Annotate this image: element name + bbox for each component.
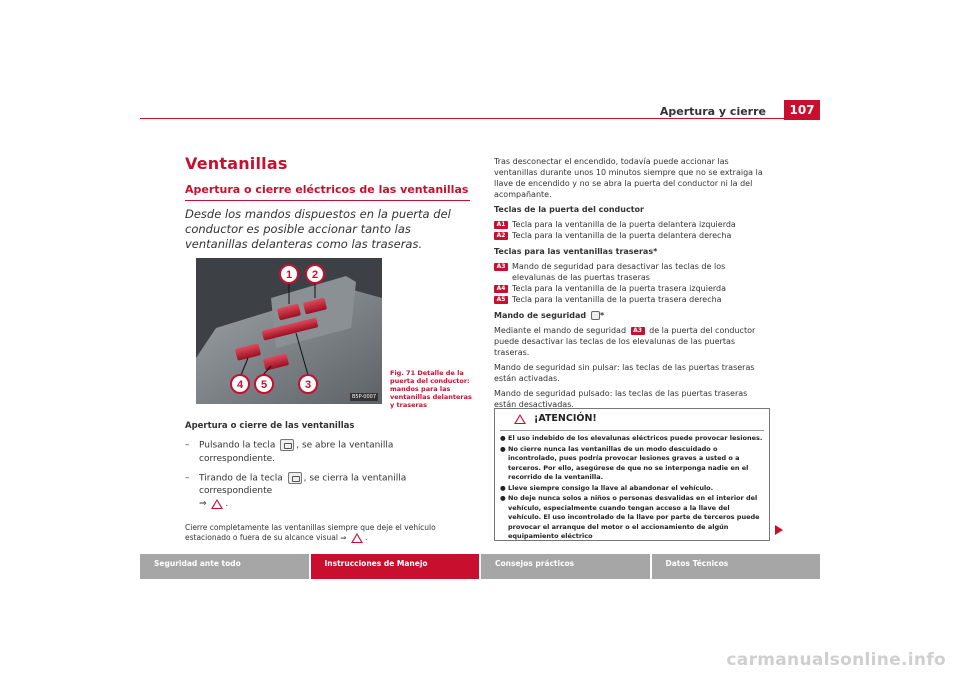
badge-a3: A3 [494,263,508,271]
list-item: A2 Tecla para la ventanilla de la puerta delantera derecha [494,230,770,241]
arrow-ref: ⇒ [199,499,207,509]
left-column [185,420,470,543]
door-controls-figure [196,258,382,404]
item1-text-b: , se abre la ventanilla correspondiente. [199,440,394,464]
header-rule [140,118,820,119]
warning-box [494,408,770,541]
warning-header [512,413,764,424]
list-item: – Tirando de la tecla , se cierra la ventanilla correspondiente ⇒ . [185,472,407,509]
svg-text:2: 2 [311,269,319,281]
tab-seguridad[interactable]: Seguridad ante todo [140,554,309,579]
item2-text-b: , se cierra la ventanilla correspondiente [199,473,407,496]
callout-1 [280,265,298,283]
svg-text:3: 3 [304,379,312,391]
svg-text:5: 5 [260,379,268,391]
safety-paragraph-3: Mando de seguridad pulsado: las teclas de las puertas traseras están desactivadas. [494,389,748,409]
figure-caption: Fig. 71 Detalle de la puerta del conductor: mandos para las ventanillas delanteras y traseras [390,369,472,409]
safety-switch-icon [591,311,600,320]
running-header: Apertura y cierre [659,105,766,118]
subsection-title: Apertura o cierre eléctricos de las ventanillas [185,183,469,196]
driver-keys-heading: Teclas de la puerta del conductor [494,205,644,214]
tab-datos[interactable]: Datos Técnicos [652,554,821,579]
warning-item: ● No deje nunca solos a niños o personas desvalidas en el interior del vehículo, especialmente cuando tengan acceso a la llave del vehículo. El uso incontrolado de la llave por parte de terceros puede provocar el arranque del motor o el accionamiento de algún equipamiento eléctrico [500,494,760,540]
intro-text: Desde los mandos dispuestos en la puerta del conductor es posible accionar tanto las ventanillas delanteras como las traseras. [185,207,451,251]
warning-triangle-icon [211,499,223,509]
callout-5 [255,375,273,393]
list-item: A5 Tecla para la ventanilla de la puerta trasera derecha [494,294,770,305]
item2-text-a: Tirando de la tecla [199,473,283,483]
list-item: – Pulsando la tecla , se abre la ventanilla correspondiente. [185,440,394,464]
warning-item: ● Lleve siempre consigo la llave al abandonar el vehículo. [500,483,714,492]
list-item: A1 Tecla para la ventanilla de la puerta delantera izquierda [494,219,770,230]
list-item: A3 Mando de seguridad para desactivar las teclas de los elevalunas de las puertas traseras [494,261,770,283]
svg-text:1: 1 [285,269,293,281]
item1-text-a: Pulsando la tecla [199,440,276,451]
badge-a3-inline: A3 [631,327,645,335]
safety-heading: Mando de seguridad * [494,311,605,320]
list-item: A4 Tecla para la ventanilla de la puerta trasera izquierda [494,283,770,294]
subsection-rule [185,200,470,201]
watermark: carmanualsonline.info [726,650,946,670]
tab-instrucciones[interactable]: Instrucciones de Manejo [311,554,480,579]
window-key-icon [288,472,302,484]
left-note: Cierre completamente las ventanillas siempre que deje el vehículo estacionado o fuera de su alcance visual ⇒ . [185,523,436,542]
footer-nav [140,554,820,579]
next-page-arrow-icon[interactable] [775,525,783,535]
window-key-icon [280,439,294,451]
right-column [494,156,770,414]
warning-title: ¡ATENCIÓN! [534,413,597,424]
warning-item: ● No cierre nunca las ventanillas de un modo descuidado o incontrolado, pues podría provocar lesiones graves a usted o a terceros. Por ello, asegúrese de que no se interponga nadie en el recorrido de la ventanilla. [500,444,749,481]
rear-keys-heading: Teclas para las ventanillas traseras* [494,247,658,256]
safety-paragraph-1: Mediante el mando de seguridad A3 de la puerta del conductor puede desactivar las teclas de los elevalunas de las puertas traseras. [494,326,756,357]
callout-2 [306,265,324,283]
right-intro: Tras desconectar el encendido, todavía puede accionar las ventanillas durante unos 10 minutos siempre que no se extraiga la llave de encendido y no se abra la puerta del conductor ni la del acompañante. [494,157,763,199]
figure-code: B5P-0007 [351,394,376,400]
tab-consejos[interactable]: Consejos prácticos [481,554,650,579]
svg-text:4: 4 [236,379,244,391]
warning-rule [500,430,764,431]
door-controls-illustration [196,258,382,404]
callout-4 [231,375,249,393]
warning-triangle-icon [351,533,363,543]
safety-paragraph-2: Mando de seguridad sin pulsar: las teclas de las puertas traseras están activadas. [494,363,755,383]
badge-a1: A1 [494,221,508,229]
callout-3 [299,375,317,393]
badge-a4: A4 [494,285,508,293]
badge-a2: A2 [494,232,508,240]
left-heading: Apertura o cierre de las ventanillas [185,421,355,431]
warning-triangle-icon [514,414,526,424]
warning-item: ● El uso indebido de los elevalunas eléctricos puede provocar lesiones. [500,434,763,442]
section-title: Ventanillas [185,154,288,173]
badge-a5: A5 [494,296,508,304]
page-number: 107 [784,100,820,120]
